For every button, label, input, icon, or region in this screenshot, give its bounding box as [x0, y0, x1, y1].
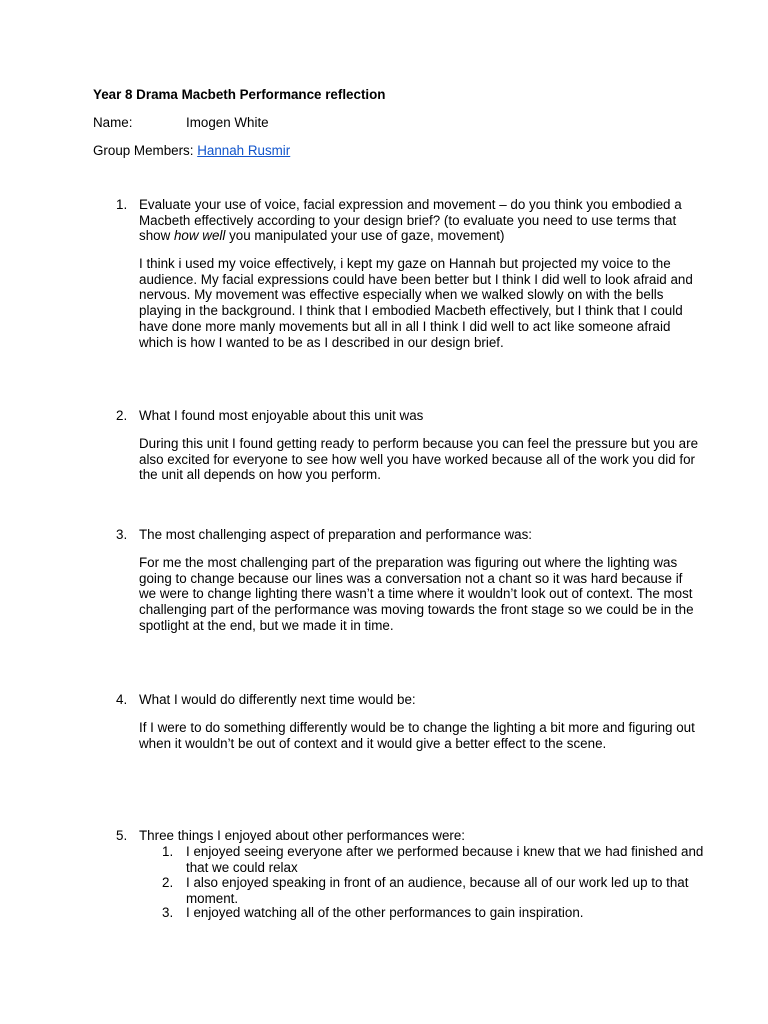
- question-1-answer: I think i used my voice effectively, i kept my gaze on Hannah but projected my voice to the audience. My facial expressions could have been better but I think I did well to look afraid and nervous. My movement was effective especially when we walked slowly on with the bells playing in the background. I think that I embodied Macbeth effectively, but I think that I could have done more manly movements but all in all I think I did well to act like someone afraid which is how I wanted to be as I described in our design brief.: [139, 256, 693, 350]
- name-label: Name:: [93, 115, 133, 130]
- question-1-prompt: [139, 197, 699, 244]
- question-1-prompt-part-b: you manipulated your use of gaze, movement): [225, 228, 505, 244]
- group-members-row: [93, 143, 290, 159]
- question-3-number: 3.: [116, 527, 128, 542]
- question-4-number: 4.: [116, 692, 128, 707]
- question-3-prompt: The most challenging aspect of preparation and performance was:: [139, 527, 533, 542]
- question-5-item-1-text: I enjoyed seeing everyone after we performed because i knew that we had finished and that we could relax: [186, 844, 704, 875]
- question-5-item-3-text: I enjoyed watching all of the other performances to gain inspiration.: [186, 905, 584, 920]
- question-5-prompt: Three things I enjoyed about other performances were:: [139, 828, 466, 843]
- question-2-number: 2.: [116, 408, 128, 423]
- question-1-prompt-emphasis: how well: [173, 228, 226, 244]
- question-2-answer: During this unit I found getting ready to perform because you can feel the pressure but you are also excited for everyone to see how well you have worked because all of the work you did for the unit all depends on how you perform.: [139, 436, 699, 483]
- page-title: Year 8 Drama Macbeth Performance reflection: [93, 87, 386, 102]
- question-1-prompt-part-a: Evaluate your use of voice, facial expression and movement – do you think you embodied a Macbeth effectively according to your design brief? (to evaluate you need to use terms that show: [139, 197, 682, 244]
- name-value: Imogen White: [186, 115, 269, 130]
- group-member-link[interactable]: Hannah Rusmir: [197, 143, 291, 158]
- question-1-number: 1.: [116, 197, 128, 212]
- question-5-item-3-number: 3.: [162, 905, 174, 920]
- question-4-prompt: What I would do differently next time would be:: [139, 692, 416, 707]
- group-members-label: Group Members:: [93, 143, 194, 158]
- question-4-answer: If I were to do something differently would be to change the lighting a bit more and figuring out when it wouldn’t be out of context and it would give a better effect to the scene.: [139, 720, 695, 751]
- question-3-answer: For me the most challenging part of the preparation was figuring out where the lighting was going to change because our lines was a conversation not a chant so it was hard because if we were to change lighting there wasn’t a time where it wouldn’t look out of context. The most challenging part of the performance was moving towards the front stage so we could be in the spotlight at the end, but we made it in time.: [139, 555, 694, 633]
- question-5-number: 5.: [116, 828, 128, 843]
- question-5-item-2-number: 2.: [162, 875, 174, 890]
- question-5-item-2-text: I also enjoyed speaking in front of an audience, because all of our work led up to that moment.: [186, 875, 689, 906]
- question-5-item-1-number: 1.: [162, 844, 174, 859]
- question-2-prompt: What I found most enjoyable about this unit was: [139, 408, 424, 423]
